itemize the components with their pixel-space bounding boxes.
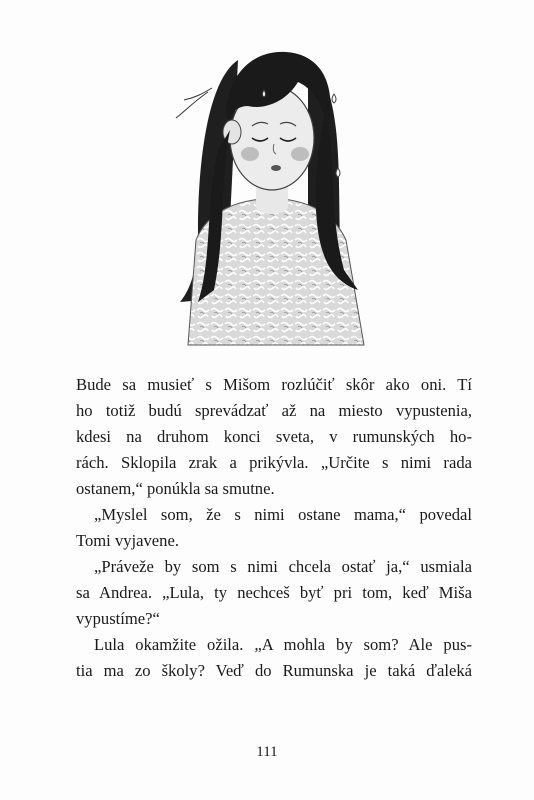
crying-girl-illustration-icon [168,40,378,350]
text-line: „Práveže by som s nimi chcela ostať ja,“ usmiala [94,557,472,576]
text-line: „Myslel som, že s nimi ostane mama,“ povedal [94,505,472,524]
body-text [76,372,472,684]
text-line: rách. Sklopila zrak a prikývla. „Určite s nimi rada [76,453,472,472]
paragraph [76,632,472,684]
text-line: ho totiž budú sprevádzať až na miesto vypustenia, [76,401,472,420]
text-line: tia ma zo školy? Veď do Rumunska je taká ďaleká [76,661,472,680]
text-line: Bude sa musieť s Mišom rozlúčiť skôr ako oni. Tí [76,375,472,394]
text-line: Tomi vyjavene. [76,531,179,550]
paragraph [76,372,472,502]
text-line: vypustíme?“ [76,609,160,628]
text-line: Lula okamžite ožila. „A mohla by som? Ale pus- [94,635,472,654]
page-number: 111 [256,744,278,760]
paragraph [76,554,472,632]
paragraph [76,502,472,554]
text-line: kdesi na druhom konci sveta, v rumunských ho- [76,427,472,446]
text-line: sa Andrea. „Lula, ty nechceš byť pri tom, keď Miša [76,583,472,602]
text-line: ostanem,“ ponúkla sa smutne. [76,479,275,498]
